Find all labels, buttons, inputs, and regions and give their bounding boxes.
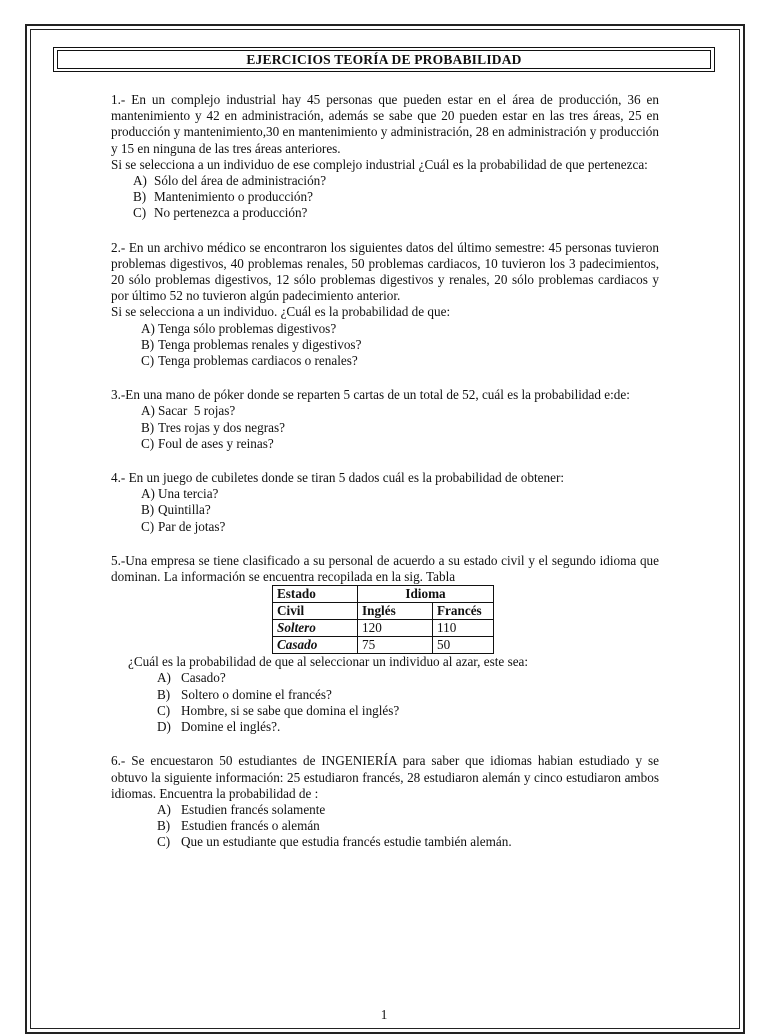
table-header-frances: Francés — [433, 603, 494, 620]
exercise-content — [111, 92, 659, 869]
exercise-4-text: 4.- En un juego de cubiletes donde se tiran 5 dados cuál es la probabilidad de obtener: — [111, 470, 564, 486]
exercise-2-prompt: Si se selecciona a un individuo. ¿Cuál es la probabilidad de que: — [111, 304, 451, 320]
exercise-5-options — [111, 670, 659, 735]
list-item: A) Sólo del área de administración? — [133, 173, 327, 189]
list-item: B) Soltero o domine el francés? — [157, 686, 332, 702]
list-item: A) Estudien francés solamente — [157, 801, 326, 817]
exercise-2-options — [111, 321, 659, 370]
list-item: B) Tenga problemas renales y digestivos? — [141, 336, 362, 352]
list-item: A) Tenga sólo problemas digestivos? — [141, 320, 337, 336]
exercise-2 — [111, 240, 659, 370]
table-row: Soltero 120 110 — [273, 620, 494, 637]
list-item: C) Foul de ases y reinas? — [141, 435, 274, 451]
list-item: C) Hombre, si se sabe que domina el inglés? — [157, 702, 400, 718]
exercise-1-options — [111, 173, 659, 222]
table-header-ingles: Inglés — [358, 603, 433, 620]
exercise-4-options — [111, 486, 659, 535]
exercise-1-text: 1.- En un complejo industrial hay 45 personas que pueden estar en el área de producción, 36 en mantenimiento y 42 en administración, además se sabe que 20 pueden estar en las tres áreas, 25 en producción y mantenimiento,30 en mantenimiento y administración, 28 en administración y producción y 15 en ninguna de las tres áreas anteriores. — [111, 92, 659, 156]
list-item: D) Domine el inglés?. — [157, 719, 281, 735]
exercise-4 — [111, 470, 659, 535]
list-item: B) Estudien francés o alemán — [157, 818, 320, 834]
exercise-5-prompt: ¿Cuál es la probabilidad de que al seleccionar un individuo al azar, este sea: — [128, 654, 529, 670]
table-row: Casado 75 50 — [273, 637, 494, 654]
exercise-3-options — [111, 403, 659, 452]
page-title: EJERCICIOS TEORÍA DE PROBABILIDAD — [57, 50, 711, 69]
exercise-5 — [111, 553, 659, 735]
table-header-idioma: Idioma — [358, 586, 494, 603]
title-box — [53, 47, 715, 72]
list-item: B) Tres rojas y dos negras? — [141, 419, 285, 435]
exercise-6-options — [111, 802, 659, 851]
list-item: A) Sacar 5 rojas? — [141, 403, 236, 419]
table-header-civil: Civil — [273, 603, 358, 620]
exercise-3 — [111, 387, 659, 452]
civil-status-language-table — [272, 585, 494, 654]
list-item: C) Par de jotas? — [141, 518, 226, 534]
list-item: B) Quintilla? — [141, 502, 211, 518]
list-item: C) No pertenezca a producción? — [133, 205, 308, 221]
page-number: 1 — [380, 1007, 388, 1022]
table-header-estado: Estado — [273, 586, 358, 603]
exercise-1 — [111, 92, 659, 222]
list-item: C) Tenga problemas cardiacos o renales? — [141, 353, 358, 369]
list-item: C) Que un estudiante que estudia francés estudie también alemán. — [157, 834, 512, 850]
exercise-3-text: 3.-En una mano de póker donde se reparten 5 cartas de un total de 52, cuál es la probabilidad e:de: — [111, 387, 630, 403]
exercise-5-text: 5.-Una empresa se tiene clasificado a su personal de acuerdo a su estado civil y el segundo idioma que dominan. La información se encuentra recopilada en la sig. Tabla — [111, 552, 659, 585]
list-item: A) Una tercia? — [141, 486, 219, 502]
exercise-6 — [111, 753, 659, 850]
exercise-1-prompt: Si se selecciona a un individuo de ese complejo industrial ¿Cuál es la probabilidad de que pertenezca: — [111, 156, 648, 172]
exercise-2-text: 2.- En un archivo médico se encontraron los siguientes datos del último semestre: 45 personas tuvieron problemas digestivos, 40 problemas renales, 50 problemas cardiacos, 10 tuvieron los 3 padecimientos, 20 sólo problemas digestivos, 12 sólo problemas digestivos y renales, 20 sólo problemas cardiacos y por último 52 no tuvieron algún padecimiento anterior. — [111, 239, 659, 304]
list-item: A) Casado? — [157, 670, 226, 686]
exercise-6-text: 6.- Se encuestaron 50 estudiantes de INGENIERÍA para saber que idiomas habian estudiado y se obtuvo la siguiente información: 25 estudiaron francés, 28 estudiaron alemán y cinco estudiaron ambos idiomas. Encuentra la probabilidad de : — [111, 753, 659, 801]
list-item: B) Mantenimiento o producción? — [133, 189, 313, 205]
